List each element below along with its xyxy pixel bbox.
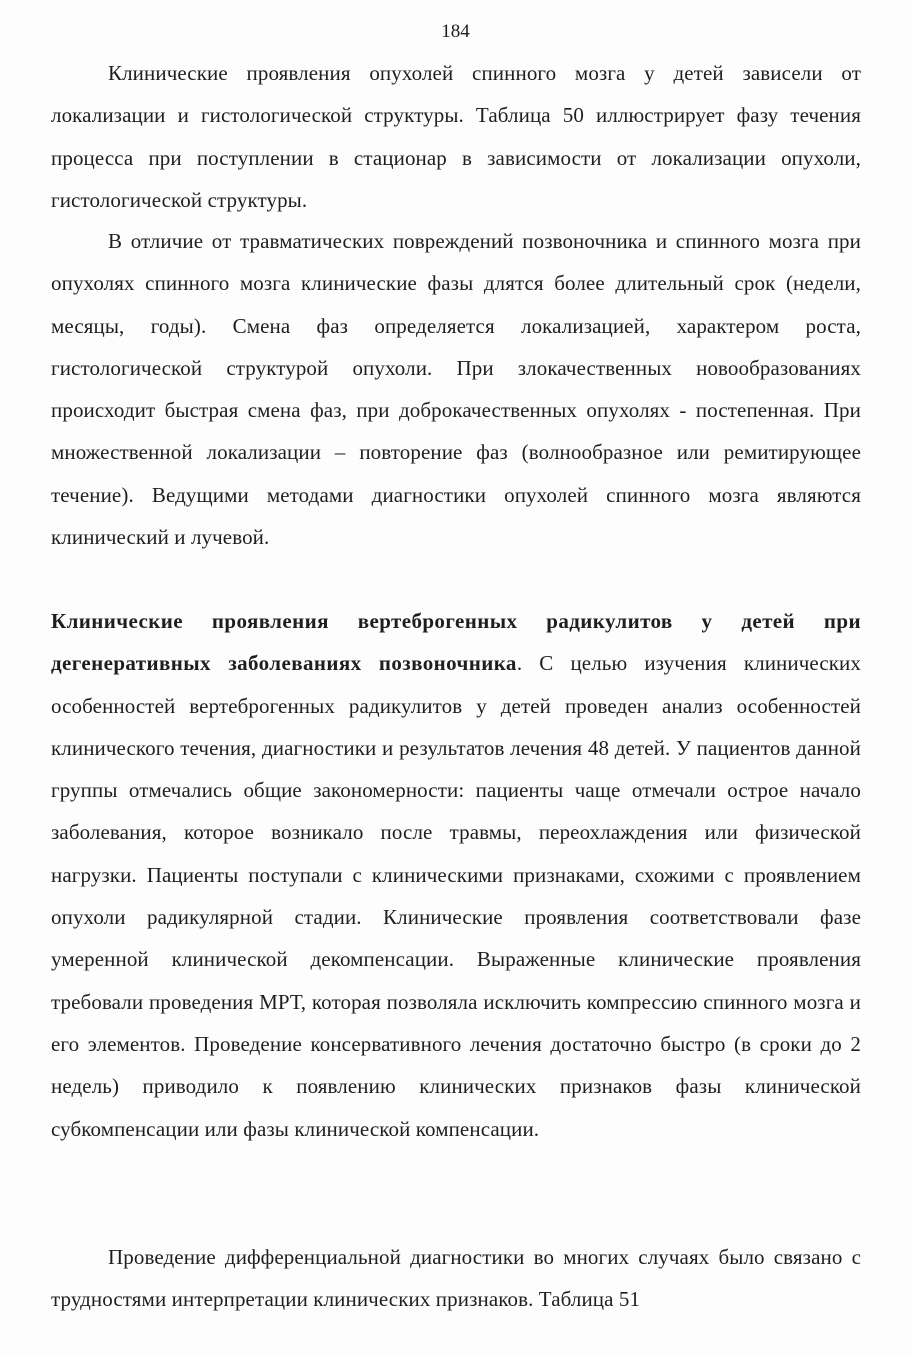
paragraph-differential-diagnosis [51,1236,861,1321]
paragraph-text: . С целью изучения клинических особенностей вертеброгенных радикулитов у детей проведен анализ особенностей клинического течения, диагностики и результатов лечения 48 детей. У пациентов данной группы отмечались общие закономерности: пациенты чаще отмечали острое начало заболевания, которое возникало после травмы, переохлаждения или физической нагрузки. Пациенты поступали с клиническими признаками, схожими с проявлением опухоли радикулярной стадии. Клинические проявления соответствовали фазе умеренной клинической декомпенсации. Выраженные клинические проявления требовали проведения МРТ, которая позволяла исключить компрессию спинного мозга и его элементов. Проведение консервативного лечения достаточно быстро (в сроки до 2 недель) приводило к появлению клинических признаков фазы клинической субкомпенсации или фазы клинической компенсации. [51,651,861,1141]
paragraph-text: В отличие от травматических повреждений позвоночника и спинного мозга при опухолях спинного мозга клинические фазы длятся более длительный срок (недели, месяцы, годы). Смена фаз определяется локализацией, характером роста, гистологической структурой опухоли. При злокачественных новообразованиях происходит быстрая смена фаз, при доброкачественных опухолях - постепенная. При множественной локализации – повторение фаз (волнообразное или ремитирующее течение). Ведущими методами диагностики опухолей спинного мозга являются клинический и лучевой. [51,229,861,550]
paragraph-with-heading [51,600,861,1150]
paragraph-text: Клинические проявления опухолей спинного мозга у детей зависели от локализации и гистологической структуры. Таблица 50 иллюстрирует фазу течения процесса при поступлении в стационар в зависимости от локализации опухоли, гистологической структуры. [51,61,861,212]
page-number: 184 [441,21,470,42]
paragraph-tumor-manifestations [51,52,861,221]
section-heading: Клинические проявления вертеброгенных радикулитов у детей при дегенеративных заболеваниях позвоночника [51,609,861,676]
paragraph-clinical-phases [51,220,861,558]
paragraph-radiculitis [51,600,861,1150]
paragraph-text: Проведение дифференциальной диагностики во многих случаях было связано с трудностями интерпретации клинических признаков. Таблица 51 [51,1245,861,1312]
